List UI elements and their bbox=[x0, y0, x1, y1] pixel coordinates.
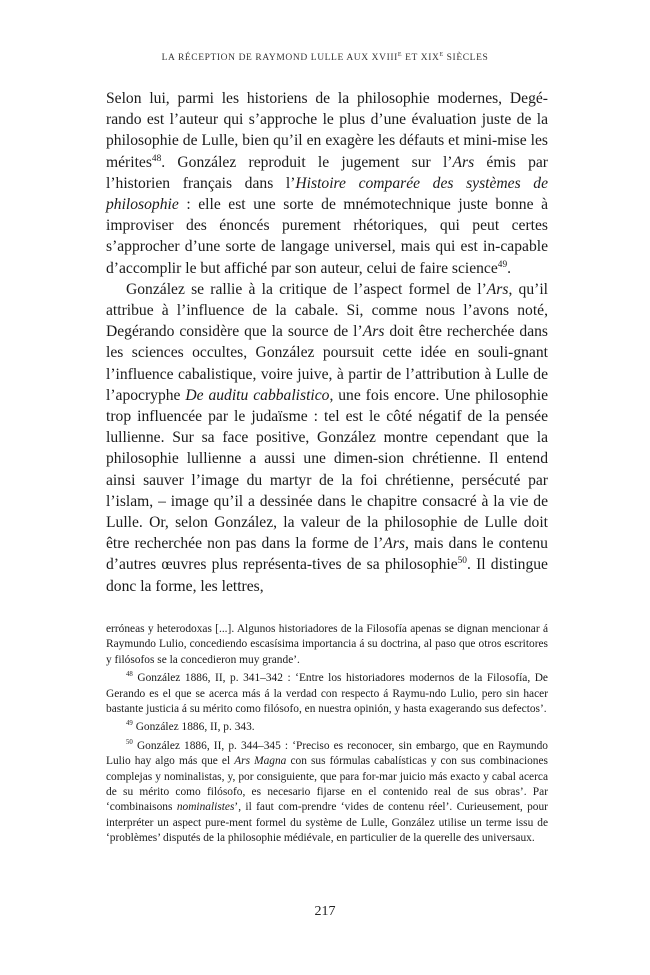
footnote-ref-48[interactable]: 48 bbox=[151, 153, 162, 164]
footnote-ref-49[interactable]: 49 bbox=[497, 259, 508, 270]
footnote-ref-50[interactable]: 50 bbox=[457, 556, 467, 567]
footnote-50: $^{50}$ González 1886, II, p. 344–345 : ‘Preciso es reconocer, sin embargo, que en Raymundo Lulio hay algo más que el Ars Magna con sus fórmulas cabalísticas y con sus combinaciones complejas y nominalistas, y, por consiguiente, que para for-mar juicio más exacto y cabal acerca de su mérito como filósofo, es necesario fijarse en el contenido real de sus obras’. Par ‘combinaisons nominalistes’, il faut com-prendre ‘vides de contenu réel’. Curieusement, pour interpréter un aspect pure-ment formel du système de Lulle, González utilise un terme issu de ‘problèmes’ disputés de la philosophie médiévale, en particulier de la querelle des universaux. bbox=[106, 739, 548, 845]
running-header: LA RÉCEPTION DE RAYMOND LULLE AUX $XVIII^E$ ET $XIX^E$ SIÈCLES bbox=[161, 52, 489, 64]
footnotes bbox=[106, 622, 548, 850]
page-number: 217 bbox=[314, 904, 336, 919]
footnote-49: $^{49}$ González 1886, II, p. 343. bbox=[126, 720, 255, 734]
main-text bbox=[106, 88, 548, 597]
footnote-continuation: erróneas y heterodoxas [...]. Algunos historiadores de la Filosofía apenas se dignan mencionar á Raymundo Lulio, concediendo escasísima importancia á su doctrina, al paso que otros escritores y filósofos se la concedieron muy grande’. bbox=[106, 623, 548, 666]
paragraph-2: González se rallie à la critique de l’aspect formel de l’Ars, qu’il attribue à l’influence de la cabale. Si, comme nous l’avons noté, Degérando considère que la source de l’Ars doit être recherchée dans les sciences occultes, González poursuit cette idée en souli-gnant l’influence cabalistique, voire juive, à partir de l’attribution à Lulle de l’apocryphe De auditu cabbalistico, une fois encore. Une philosophie trop influencée par le judaïsme : tel est le côté négatif de la pensée lullienne. Sur sa face positive, González montre cependant que la philosophie lullienne a aussi une dimen-sion chrétienne. Il entend ainsi sauver l’image du martyr de la foi chrétienne, persécuté par l’islam, – image qu’il a dessinée dans le chapitre consacré à la vie de Lulle. Or, selon González, la valeur de la philosophie de Lulle doit être recherchée non pas dans la forme de l’Ars, mais dans le contenu d’autres œuvres plus représenta-tives de sa philosophie$^{50}$. Il distingue donc la forme, les lettres, bbox=[106, 280, 549, 595]
paragraph-1: Selon lui, parmi les historiens de la philosophie modernes, Degé-rando est l’auteur qui s’approche le plus d’une évaluation juste de la philosophie de Lulle, bien qu’il en exagère les défauts et mini-mise les mérites$^{48}$. González reproduit le jugement sur l’Ars émis par l’historien français dans l’Histoire comparée des systèmes de philosophie : elle est une sorte de mnémotechnique juste bonne à improviser des énoncés purement rhétoriques, qui peut certes s’approcher d’une sorte de langage universel, mais qui est in-capable d’accomplir le but affiché par son auteur, celui de faire science$^{49}$. bbox=[106, 90, 548, 277]
footnote-48: $^{48}$ González 1886, II, p. 341–342 : ‘Entre los historiadores modernos de la Filosofía, De Gerando es el que se acerca más á la verdad con respecto á Raymu-ndo Lulio, pero sin hacer bastante justicia á su mérito como filósofo, en nuestra opinión, y hasta exagerando sus defectos’. bbox=[106, 671, 548, 716]
